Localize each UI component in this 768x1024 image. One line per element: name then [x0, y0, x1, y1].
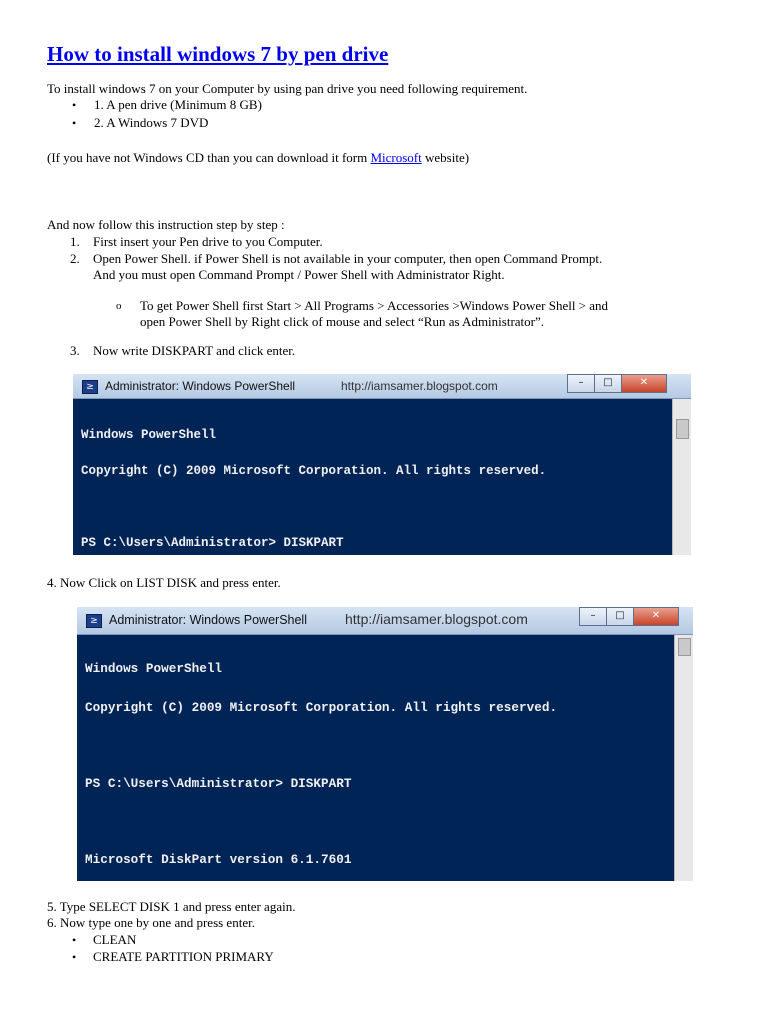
bullet-icon: • [72, 116, 77, 130]
blog-url: http://iamsamer.blogspot.com [345, 611, 528, 627]
scrollbar-thumb[interactable] [678, 638, 691, 656]
close-button[interactable]: ✕ [633, 607, 679, 626]
step-number: 1. [70, 234, 80, 249]
steps-intro: And now follow this instruction step by step : [47, 217, 285, 232]
step-text: Now write DISKPART and click enter. [93, 343, 296, 358]
powershell-icon: ≥ [82, 380, 98, 394]
console-line: Windows PowerShell [81, 428, 217, 442]
note-text: (If you have not Windows CD than you can download it form [47, 150, 371, 165]
window-titlebar [73, 374, 691, 399]
step-number: 3. [70, 343, 80, 358]
minimize-button[interactable]: – [579, 607, 607, 626]
intro-text: To install windows 7 on your Computer by using pan drive you need following requirement. [47, 81, 528, 96]
window-title: Administrator: Windows PowerShell [105, 379, 296, 393]
step-number: 2. [70, 251, 80, 266]
scrollbar[interactable] [672, 399, 691, 555]
note-paragraph [47, 150, 469, 166]
requirement-item: 1. A pen drive (Minimum 8 GB) [94, 97, 262, 112]
console-line: PS C:\Users\Administrator> DISKPART [81, 536, 344, 550]
powershell-window-2 [77, 607, 693, 881]
scrollbar-thumb[interactable] [676, 419, 689, 439]
bullet-icon: • [72, 950, 77, 964]
step-text: Open Power Shell. if Power Shell is not available in your computer, then open Command Prompt. [93, 251, 603, 266]
console-line: PS C:\Users\Administrator> DISKPART [85, 775, 352, 791]
console-line: Microsoft DiskPart version 6.1.7601 [85, 851, 352, 867]
command-item: CREATE PARTITION PRIMARY [93, 949, 274, 964]
step-text: First insert your Pen drive to you Computer. [93, 234, 323, 249]
page-title[interactable]: How to install windows 7 by pen drive [47, 42, 389, 66]
console-line: Copyright (C) 2009 Microsoft Corporation. All rights reserved. [85, 699, 558, 715]
console-line [81, 501, 546, 513]
console-line [85, 816, 557, 829]
command-item: CLEAN [93, 932, 137, 947]
step-6-text: 6. Now type one by one and press enter. [47, 915, 255, 930]
powershell-window-1 [73, 374, 691, 555]
microsoft-link[interactable]: Microsoft [370, 150, 422, 165]
close-button[interactable]: ✕ [621, 374, 667, 393]
step-4-text: 4. Now Click on LIST DISK and press enter. [47, 575, 281, 590]
bullet-icon: • [72, 933, 77, 947]
substep-text: To get Power Shell first Start > All Programs > Accessories >Windows Power Shell > and [140, 298, 609, 313]
blog-url: http://iamsamer.blogspot.com [341, 379, 498, 393]
maximize-button[interactable]: □ [606, 607, 634, 626]
note-text-end: website) [421, 150, 470, 165]
step-text: And you must open Command Prompt / Power Shell with Administrator Right. [93, 267, 505, 282]
substep-marker: o [116, 300, 122, 312]
bullet-icon: • [72, 98, 77, 112]
requirement-item: 2. A Windows 7 DVD [94, 115, 209, 130]
console-output [85, 638, 557, 881]
powershell-icon: ≥ [86, 614, 102, 628]
console-output [81, 405, 546, 555]
maximize-button[interactable]: □ [594, 374, 622, 393]
substep-text: open Power Shell by Right click of mouse and select “Run as Administrator”. [140, 314, 545, 329]
console-line [85, 740, 557, 753]
step-5-text: 5. Type SELECT DISK 1 and press enter again. [47, 899, 296, 914]
scrollbar[interactable] [674, 635, 693, 881]
console-line: Copyright (C) 2009 Microsoft Corporation. All rights reserved. [81, 464, 547, 478]
window-title: Administrator: Windows PowerShell [109, 613, 307, 627]
console-line: Windows PowerShell [85, 661, 223, 677]
minimize-button[interactable]: – [567, 374, 595, 393]
window-titlebar [77, 607, 693, 635]
